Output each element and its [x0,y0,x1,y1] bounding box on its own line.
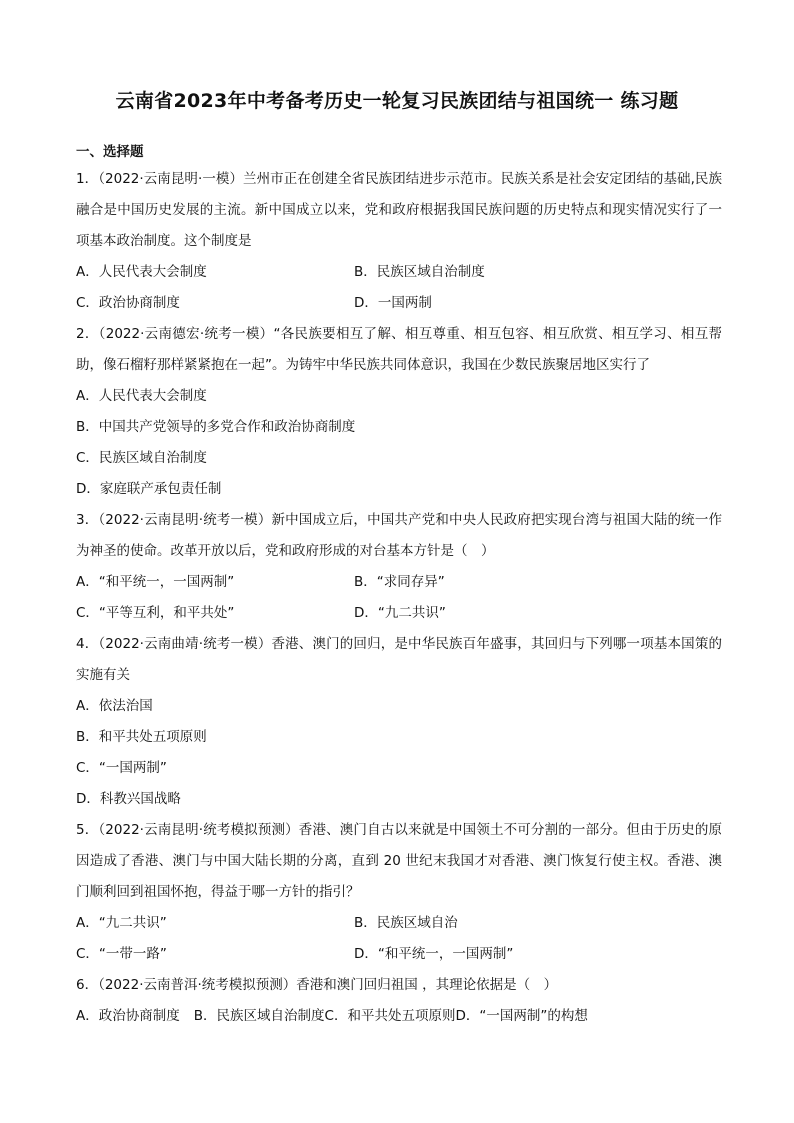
question-stem: 1．（2022·云南昆明·一模）兰州市正在创建全省民族团结进步示范市。民族关系是社会安定团结的基础,民族融合是中国历史发展的主流。新中国成立以来，党和政府根据我国民族问题的历史特点和现实情况实行了一项基本政治制度。这个制度是 [76,171,722,249]
question-stem: 5．（2022·云南昆明·统考模拟预测）香港、澳门自古以来就是中国领土不可分割的一部分。但由于历史的原因造成了香港、澳门与中国大陆长期的分离，直到 20 世纪末我国才对香港、澳门恢复行使主权。香港、澳门顺利回到祖国怀抱，得益于哪一方针的指引？ [76,822,722,900]
question-3 [76,505,722,629]
question-stem: 4．（2022·云南曲靖·统考一模）香港、澳门的回归，是中华民族百年盛事，其回归与下列哪一项基本国策的实施有关 [76,636,722,683]
option-a: A．人民代表大会制度 [76,264,207,280]
question-stem: 3．（2022·云南昆明·统考一模）新中国成立后，中国共产党和中央人民政府把实现台湾与祖国大陆的统一作为神圣的使命。改革开放以后，党和政府形成的对台基本方针是（ ） [76,512,722,559]
question-6 [76,970,722,1032]
option-d: D．家庭联产承包责任制 [76,481,222,497]
option-c: C．民族区域自治制度 [76,450,207,466]
option-b: B．民族区域自治制度 [354,264,485,280]
option-d: D．一国两制 [354,295,432,311]
option-b: B．和平共处五项原则 [76,729,207,745]
option-c: C．“平等互利，和平共处” [76,605,235,621]
option-b: B．中国共产党领导的多党合作和政治协商制度 [76,419,356,435]
option-d: D．“和平统一，一国两制” [354,946,514,962]
option-b: B．民族区域自治 [354,915,458,931]
option-a: A．依法治国 [76,698,153,714]
option-a: A．政治协商制度 [76,1008,180,1024]
option-a: A．“和平统一，一国两制” [76,574,235,590]
question-stem: 6．（2022·云南普洱·统考模拟预测）香港和澳门回归祖国 ，其理论依据是（ ） [76,977,558,993]
question-1 [76,164,722,319]
option-a: A．“九二共识” [76,915,167,931]
option-b: B．民族区域自治制度 [193,1008,325,1024]
question-list [76,164,722,1032]
option-d: D．“九二共识” [354,605,446,621]
question-4 [76,629,722,815]
option-c: C．政治协商制度 [76,295,180,311]
option-c: C．“一带一路” [76,946,167,962]
document-title: 云南省2023年中考备考历史一轮复习民族团结与祖国统一 练习题 [115,90,679,112]
question-5 [76,815,722,970]
option-c: C．和平共处五项原则 [324,1008,456,1024]
question-2 [76,319,722,505]
section-heading: 一、选择题 [76,144,144,160]
question-stem: 2．（2022·云南德宏·统考一模）“各民族要相互了解、相互尊重、相互包容、相互欣赏、相互学习、相互帮助，像石榴籽那样紧紧抱在一起”。为铸牢中华民族共同体意识，我国在少数民族聚居地区实行了 [76,326,722,373]
option-b: B．“求同存异” [354,574,445,590]
option-d: D．科教兴国战略 [76,791,181,807]
option-c: C．“一国两制” [76,760,167,776]
option-d: D．“一国两制”的构想 [455,1008,588,1024]
option-a: A．人民代表大会制度 [76,388,207,404]
